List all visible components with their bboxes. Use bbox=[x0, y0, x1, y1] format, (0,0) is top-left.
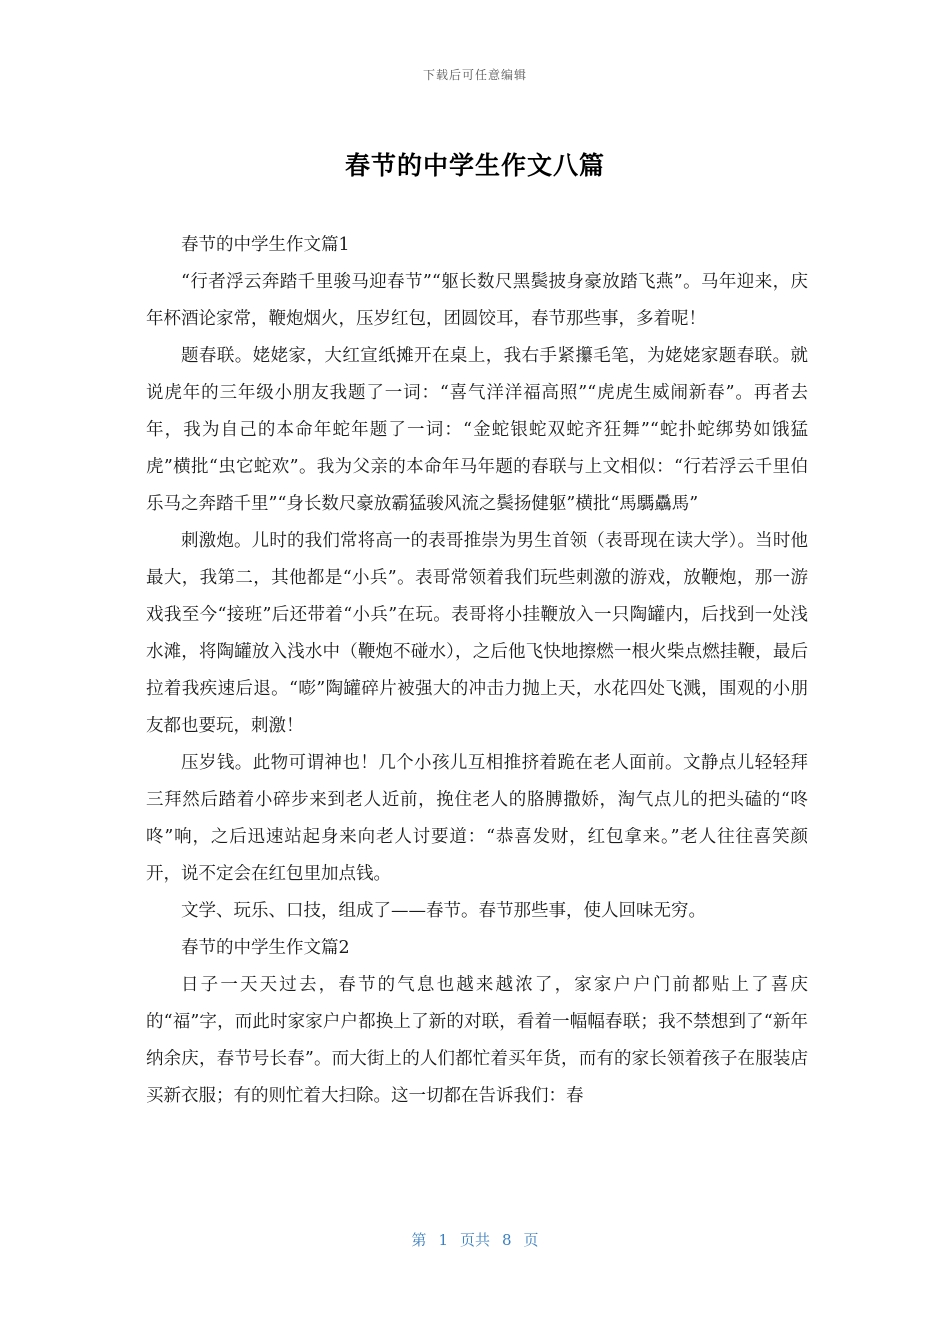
section-heading-1: 春节的中学生作文篇1 bbox=[181, 235, 350, 255]
body-paragraph: 压岁钱。此物可谓神也！几个小孩儿互相推挤着跪在老人面前。文静点儿轻轻拜三拜然后踏着小碎步来到老人近前，挽住老人的胳膊撒娇，淘气点儿的把头磕的“咚咚”响，之后迅速站起身来向老人讨要道：“恭喜发财，红包拿来。”老人往往喜笑颜开，说不定会在红包里加点钱。 bbox=[146, 753, 808, 884]
body-paragraph: 题春联。姥姥家，大红宣纸摊开在桌上，我右手紧攥毛笔，为姥姥家题春联。就说虎年的三年级小朋友我题了一词：“喜气洋洋福高照”“虎虎生威闹新春”。再者去年，我为自己的本命年蛇年题了一词：“金蛇银蛇双蛇齐狂舞”“蛇扑蛇绑势如饿猛虎”横批“虫它蛇欢”。我为父亲的本命年马年题的春联与上文相似：“行若浮云千里伯乐马之奔踏千里”“身长数尺豪放霸猛骏风流之鬓扬健躯”横批“馬騳驫馬” bbox=[146, 346, 808, 514]
footer-total-pages: 8 bbox=[502, 1231, 512, 1249]
footer-middle: 页共 bbox=[459, 1231, 490, 1249]
section-heading-2: 春节的中学生作文篇2 bbox=[181, 938, 350, 958]
document-title: 春节的中学生作文八篇 bbox=[344, 151, 605, 180]
footer-suffix: 页 bbox=[523, 1231, 539, 1249]
body-paragraph: “行者浮云奔踏千里骏马迎春节”“躯长数尺黑鬓披身豪放踏飞燕”。马年迎来，庆年杯酒论家常，鞭炮烟火，压岁红包，团圆饺耳，春节那些事，多着呢！ bbox=[146, 272, 808, 329]
body-paragraph: 日子一天天过去，春节的气息也越来越浓了，家家户户门前都贴上了喜庆的“福”字，而此时家家户户都换上了新的对联，看着一幅幅春联；我不禁想到了“新年纳余庆，春节号长春”。而大街上的人们都忙着买年货，而有的家长领着孩子在服装店买新衣服；有的则忙着大扫除。这一切都在告诉我们：春 bbox=[146, 975, 808, 1106]
body-paragraph: 刺激炮。儿时的我们常将高一的表哥推崇为男生首领（表哥现在读大学）。当时他最大，我第二，其他都是“小兵”。表哥常领着我们玩些刺激的游戏，放鞭炮，那一游戏我至今“接班”后还带着“小兵”在玩。表哥将小挂鞭放入一只陶罐内，后找到一处浅水滩，将陶罐放入浅水中（鞭炮不碰水），之后他飞快地擦燃一根火柴点燃挂鞭，最后拉着我疾速后退。“嘭”陶罐碎片被强大的冲击力抛上天，水花四处飞溅，围观的小朋友都也要玩，刺激！ bbox=[146, 531, 808, 736]
body-paragraph: 文学、玩乐、口技，组成了——春节。春节那些事，使人回味无穷。 bbox=[181, 901, 706, 921]
footer-page-number: 1 bbox=[438, 1231, 448, 1249]
document-body bbox=[146, 227, 808, 1115]
footer-prefix: 第 bbox=[411, 1231, 427, 1249]
page-footer bbox=[0, 1229, 950, 1250]
page-header-note: 下载后可任意编辑 bbox=[422, 68, 527, 82]
